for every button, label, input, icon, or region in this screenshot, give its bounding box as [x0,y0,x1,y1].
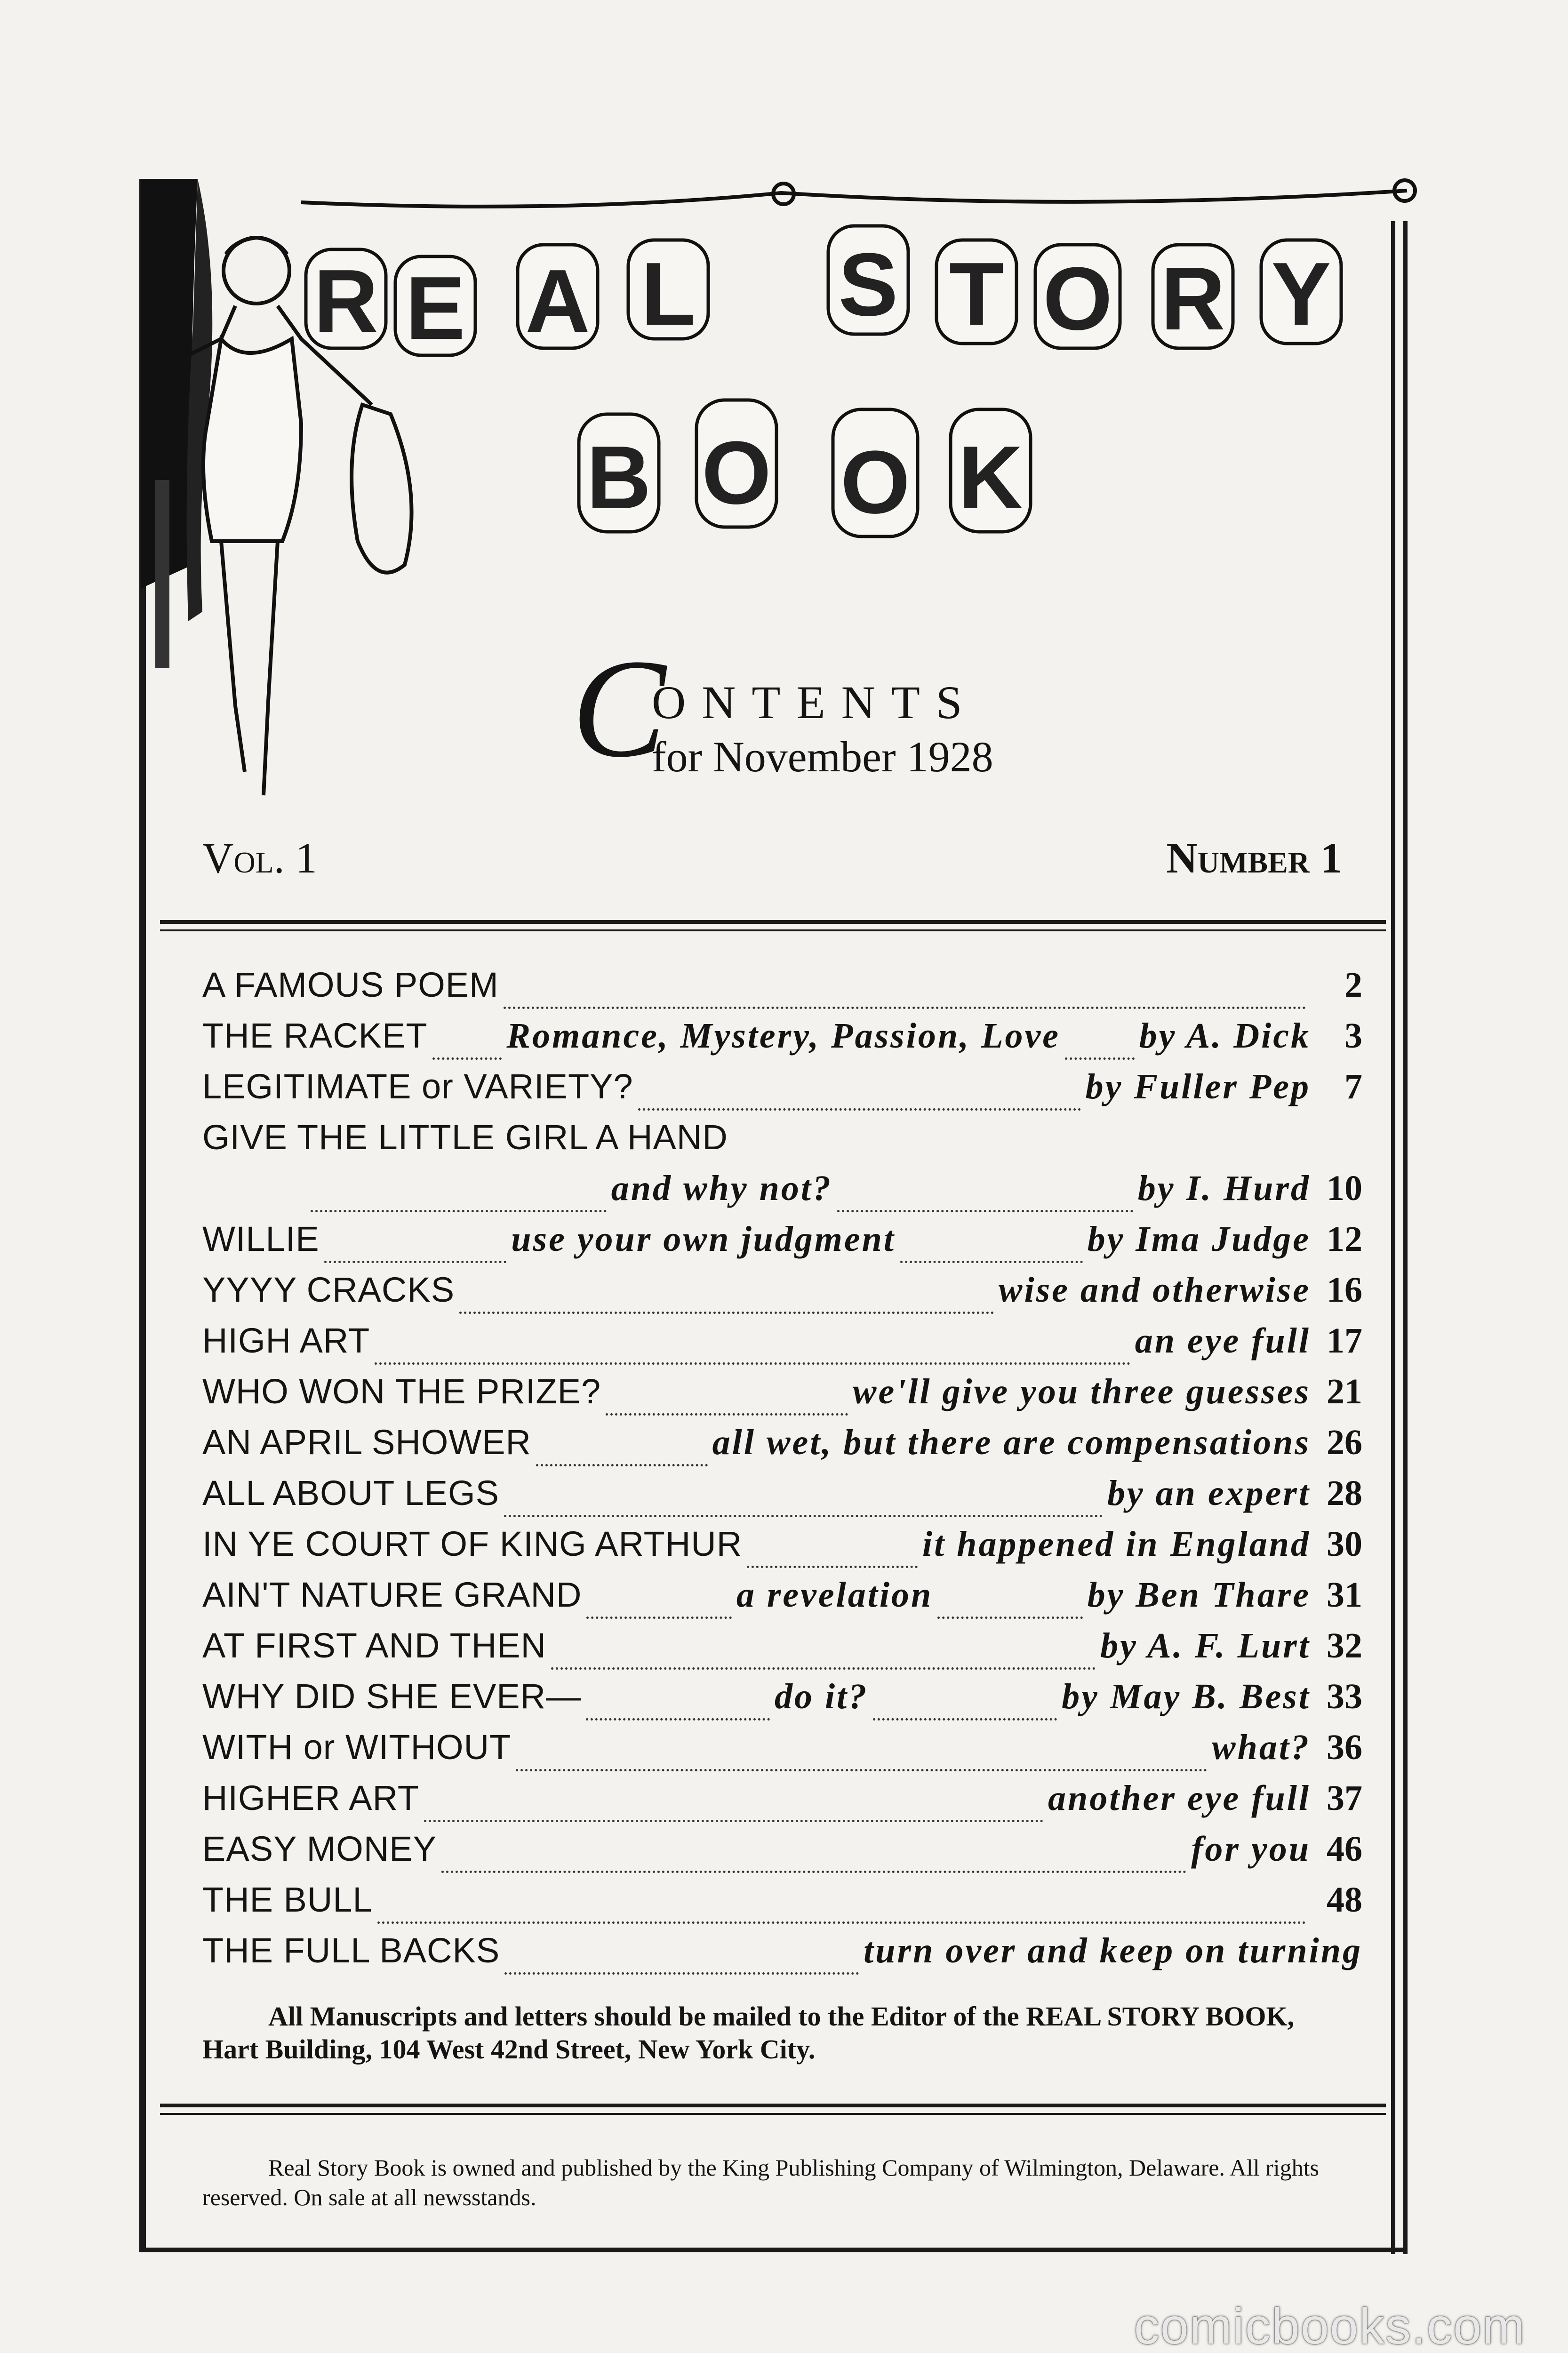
leader-dots [432,1057,502,1060]
manuscripts-note: All Manuscripts and letters should be mailed to the Editor of the REAL STORY BOOK, Hart Building, 104 West 42nd Street, New York City. [202,2001,1295,2065]
toc-entry [202,1473,1362,1524]
toc-byline: by Ben Thare [1087,1575,1311,1615]
toc-page-number: 36 [1327,1728,1362,1767]
toc-page-number: 37 [1327,1778,1362,1818]
svg-text:A: A [525,251,590,351]
toc-byline: for you [1191,1829,1311,1869]
toc-title: WHY DID SHE EVER— [202,1677,582,1716]
toc-page-number: 48 [1327,1880,1362,1920]
leader-dots [516,1769,1207,1771]
toc-entry [202,1625,1362,1676]
leader-dots [324,1261,507,1263]
mid-rule [160,2104,1386,2107]
toc-note: Romance, Mystery, Passion, Love [506,1016,1060,1056]
svg-text:R: R [313,251,378,351]
toc-page-number: 2 [1344,965,1362,1005]
toc-entry [202,1930,1362,1981]
toc-byline: another eye full [1048,1778,1311,1818]
toc-title: EASY MONEY [202,1829,437,1868]
leader-dots [606,1413,848,1416]
toc-title: HIGHER ART [202,1778,419,1817]
toc-page-number: 32 [1327,1626,1362,1665]
toc-title: WILLIE [202,1219,320,1258]
toc-byline: it happened in England [922,1524,1311,1564]
toc-page-number: 21 [1327,1372,1362,1411]
leader-dots [873,1718,1057,1721]
contents-word: ONTENTS [652,676,978,728]
contents-heading [572,630,1061,807]
toc-byline: what? [1211,1728,1311,1767]
leader-dots [837,1210,1133,1212]
svg-text:S: S [838,235,898,335]
toc-page-number: 16 [1327,1270,1362,1310]
table-of-contents [202,965,1362,1981]
toc-entry [202,1117,1362,1168]
toc-entry [202,1219,1362,1270]
svg-text:R: R [1160,249,1225,349]
toc-entry [202,1524,1362,1575]
toc-page-number: 26 [1327,1423,1362,1462]
toc-page-number: 30 [1327,1524,1362,1564]
toc-byline: by I. Hurd [1137,1168,1311,1208]
toc-title: AN APRIL SHOWER [202,1423,531,1462]
toc-title: HIGH ART [202,1321,370,1360]
svg-text:O: O [840,432,910,532]
toc-title: LEGITIMATE or VARIETY? [202,1067,633,1106]
svg-text:E: E [405,258,465,358]
toc-entry [202,1575,1362,1625]
toc-title: AT FIRST AND THEN [202,1626,547,1665]
toc-byline: wise and otherwise [998,1270,1311,1310]
toc-note: use your own judgment [511,1219,896,1259]
svg-text:T: T [949,244,1004,344]
leader-dots [459,1312,994,1314]
toc-page-number: 3 [1344,1016,1363,1056]
leader-dots [900,1261,1083,1263]
toc-entry [202,1371,1362,1422]
svg-text:O: O [702,423,771,523]
leader-dots [937,1617,1082,1619]
leader-dots [586,1718,770,1721]
toc-entry [202,1016,1362,1066]
toc-entry [202,1168,1362,1219]
toc-entry [202,1066,1362,1117]
toc-page-number: 7 [1344,1067,1362,1106]
toc-page-number: 17 [1327,1321,1362,1361]
toc-byline: by May B. Best [1062,1677,1311,1716]
toc-note: a revelation [736,1575,933,1615]
toc-page-number: 31 [1327,1575,1363,1615]
toc-title: WHO WON THE PRIZE? [202,1372,601,1411]
leader-dots [375,1362,1130,1365]
leader-dots [377,1921,1306,1924]
toc-note: do it? [775,1677,869,1716]
toc-entry [202,1829,1362,1880]
toc-page-number: 33 [1327,1677,1362,1716]
toc-entry [202,1676,1362,1727]
toc-entry [202,1727,1362,1778]
top-rule-thin [160,929,1386,931]
top-rule [160,920,1386,924]
toc-page-number: 46 [1327,1829,1362,1869]
svg-text:O: O [1043,249,1112,349]
leader-dots [1065,1057,1135,1060]
toc-page-number: 10 [1327,1168,1362,1208]
leader-dots [504,1515,1103,1517]
toc-title: ALL ABOUT LEGS [202,1473,499,1513]
toc-note: and why not? [611,1168,833,1208]
leader-dots [424,1820,1043,1822]
svg-text:L: L [640,244,696,344]
toc-entry [202,965,1362,1016]
toc-byline: by A. Dick [1139,1016,1311,1056]
svg-text:Y: Y [1271,244,1331,344]
issue-number-label: Number 1 [1166,834,1342,882]
toc-byline: by A. F. Lurt [1100,1626,1311,1665]
leader-dots [638,1108,1081,1111]
svg-text:B: B [586,428,651,528]
leader-dots [504,1972,859,1975]
toc-byline: by an expert [1107,1473,1311,1513]
toc-entry [202,1880,1362,1930]
toc-byline: we'll give you three guesses [852,1372,1311,1411]
toc-page-number: 12 [1327,1219,1362,1259]
toc-title: THE FULL BACKS [202,1931,500,1970]
toc-title: A FAMOUS POEM [202,965,499,1004]
ownership-note: Real Story Book is owned and published by the King Publishing Company of Wilmington, Delaware. All rights reserved. On sale at all newsstands. [202,2154,1320,2210]
toc-byline: by Ima Judge [1087,1219,1311,1259]
mid-rule-thin [160,2113,1386,2115]
toc-title: YYYY CRACKS [202,1270,455,1309]
leader-dots [536,1464,708,1466]
leader-dots [504,1007,1306,1009]
svg-text:K: K [958,428,1023,528]
toc-title: THE BULL [202,1880,373,1919]
leader-dots [586,1617,731,1619]
toc-entry [202,1321,1362,1371]
volume-label: Vol. 1 [202,834,317,882]
leader-dots [551,1667,1096,1670]
leader-dots [441,1871,1186,1873]
toc-byline: turn over and keep on turning [864,1931,1362,1970]
toc-entry [202,1778,1362,1829]
toc-title: AIN'T NATURE GRAND [202,1575,582,1614]
toc-entry [202,1422,1362,1473]
toc-title: THE RACKET [202,1016,428,1055]
contents-initial: C [572,630,666,786]
toc-byline: by Fuller Pep [1085,1067,1311,1106]
toc-title: IN YE COURT OF KING ARTHUR [202,1524,743,1563]
toc-title: GIVE THE LITTLE GIRL A HAND [202,1118,728,1157]
toc-byline: all wet, but there are compensations [712,1423,1311,1462]
site-watermark: comicbooks.com [1134,2297,1526,2353]
leader-dots [747,1566,918,1568]
toc-title: WITH or WITHOUT [202,1728,512,1767]
toc-byline: an eye full [1135,1321,1311,1361]
leader-dots [311,1210,607,1212]
issue-date: for November 1928 [652,733,993,781]
toc-page-number: 28 [1327,1473,1362,1513]
toc-entry [202,1270,1362,1321]
frame-bottom-border [139,2248,1408,2252]
